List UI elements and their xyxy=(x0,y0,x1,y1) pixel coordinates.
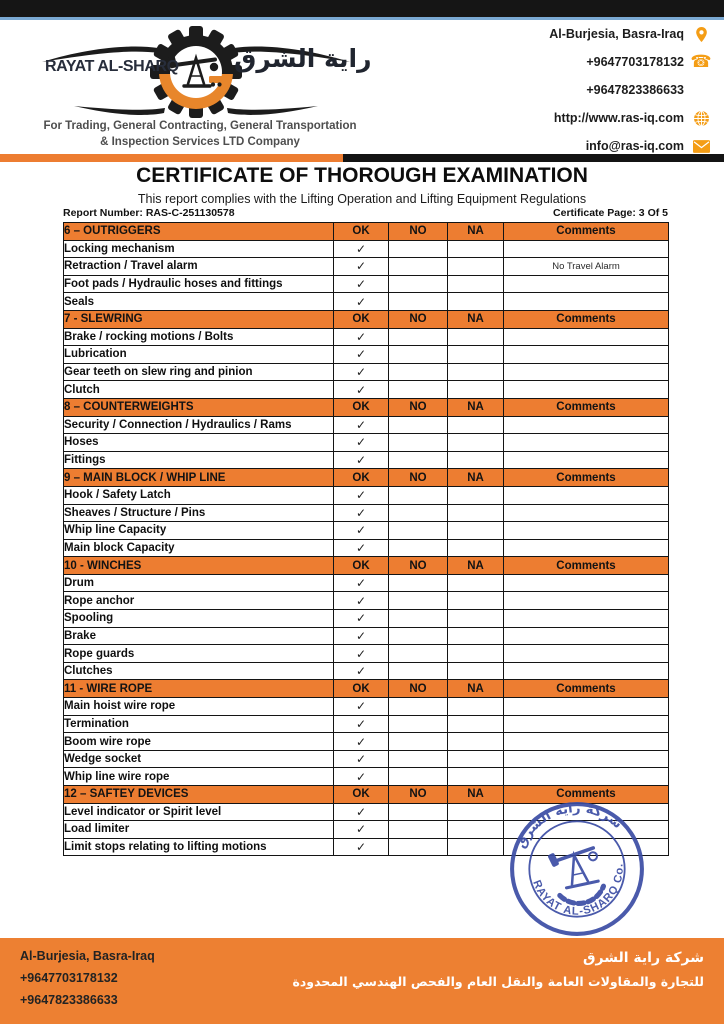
na-cell xyxy=(448,522,504,540)
comment-cell xyxy=(504,434,669,452)
comment-cell xyxy=(504,363,669,381)
comment-cell xyxy=(504,715,669,733)
comment-cell xyxy=(504,275,669,293)
checklist-row xyxy=(64,698,669,716)
footer-contact xyxy=(20,945,155,1011)
comment-cell xyxy=(504,381,669,399)
ok-cell check-icon: ✓ xyxy=(334,346,389,364)
checklist-row xyxy=(64,504,669,522)
column-header-comments: Comments xyxy=(504,223,669,241)
ok-cell check-icon: ✓ xyxy=(334,486,389,504)
item-label: Clutch xyxy=(64,381,334,399)
ok-cell check-icon: ✓ xyxy=(334,275,389,293)
company-name-english: RAYAT AL-SHARQ xyxy=(45,58,179,75)
section-title: 10 - WINCHES xyxy=(64,557,334,575)
no-cell xyxy=(389,838,448,856)
column-header-no: NO xyxy=(389,469,448,487)
website-text: http://www.ras-iq.com xyxy=(553,111,684,125)
ok-cell check-icon: ✓ xyxy=(334,733,389,751)
company-logo xyxy=(28,22,372,154)
comment-cell xyxy=(504,240,669,258)
comment-cell xyxy=(504,504,669,522)
comment-cell xyxy=(504,698,669,716)
comment-cell xyxy=(504,522,669,540)
na-cell xyxy=(448,504,504,522)
column-header-no: NO xyxy=(389,398,448,416)
company-stamp xyxy=(493,785,661,953)
item-label: Load limiter xyxy=(64,821,334,839)
no-cell xyxy=(389,733,448,751)
na-cell xyxy=(448,698,504,716)
na-cell xyxy=(448,416,504,434)
no-cell xyxy=(389,768,448,786)
footer-arabic-description: للتجارة والمقاولات العامة والنقل العام والفحص الهندسي المحدودة xyxy=(292,974,704,989)
column-header-comments: Comments xyxy=(504,310,669,328)
checklist-row xyxy=(64,539,669,557)
na-cell xyxy=(448,574,504,592)
item-label: Rope anchor xyxy=(64,592,334,610)
checklist-row xyxy=(64,451,669,469)
na-cell xyxy=(448,240,504,258)
no-cell xyxy=(389,574,448,592)
ok-cell check-icon: ✓ xyxy=(334,627,389,645)
item-label: Whip line wire rope xyxy=(64,768,334,786)
comment-cell xyxy=(504,750,669,768)
section-header-row xyxy=(64,310,669,328)
tagline-line1: For Trading, General Contracting, General Transportation xyxy=(43,120,357,132)
no-cell xyxy=(389,645,448,663)
column-header-no: NO xyxy=(389,557,448,575)
no-cell xyxy=(389,363,448,381)
na-cell xyxy=(448,275,504,293)
column-header-ok: OK xyxy=(334,310,389,328)
item-label: Main hoist wire rope xyxy=(64,698,334,716)
item-label: Main block Capacity xyxy=(64,539,334,557)
column-header-ok: OK xyxy=(334,469,389,487)
item-label: Retraction / Travel alarm xyxy=(64,258,334,276)
item-label: Foot pads / Hydraulic hoses and fittings xyxy=(64,275,334,293)
item-label: Rope guards xyxy=(64,645,334,663)
contact-phone-1 xyxy=(549,48,710,76)
divider-black-bar xyxy=(343,154,724,162)
checklist-row xyxy=(64,715,669,733)
column-header-ok: OK xyxy=(334,680,389,698)
comment-cell xyxy=(504,416,669,434)
ok-cell check-icon: ✓ xyxy=(334,768,389,786)
no-cell xyxy=(389,522,448,540)
footer-band xyxy=(0,938,724,1024)
certificate-page-number: Certificate Page: 3 Of 5 xyxy=(553,207,668,219)
item-label: Boom wire rope xyxy=(64,733,334,751)
stamp-english-text: RAYAT AL-SHARQ Co. xyxy=(530,862,626,918)
globe-icon xyxy=(692,109,710,127)
no-cell xyxy=(389,451,448,469)
checklist-row xyxy=(64,750,669,768)
checklist-row xyxy=(64,363,669,381)
column-header-comments: Comments xyxy=(504,398,669,416)
item-label: Brake / rocking motions / Bolts xyxy=(64,328,334,346)
tagline-line2: & Inspection Services LTD Company xyxy=(100,135,300,148)
page-subtitle: This report complies with the Lifting Operation and Lifting Equipment Regulations xyxy=(137,192,587,206)
section-title: 9 – MAIN BLOCK / WHIP LINE xyxy=(64,469,334,487)
item-label: Hook / Safety Latch xyxy=(64,486,334,504)
comment-cell: No Travel Alarm xyxy=(504,258,669,276)
ok-cell check-icon: ✓ xyxy=(334,610,389,628)
na-cell xyxy=(448,645,504,663)
no-cell xyxy=(389,293,448,311)
no-cell xyxy=(389,698,448,716)
no-cell xyxy=(389,662,448,680)
checklist-row xyxy=(64,275,669,293)
column-header-ok: OK xyxy=(334,557,389,575)
ok-cell check-icon: ✓ xyxy=(334,451,389,469)
comment-cell xyxy=(504,346,669,364)
checklist-row xyxy=(64,434,669,452)
company-name-arabic: راية الشرق xyxy=(234,44,372,73)
na-cell xyxy=(448,610,504,628)
checklist-row xyxy=(64,381,669,399)
checklist-row xyxy=(64,662,669,680)
ok-cell check-icon: ✓ xyxy=(334,381,389,399)
comment-cell xyxy=(504,293,669,311)
section-title: 8 – COUNTERWEIGHTS xyxy=(64,398,334,416)
item-label: Level indicator or Spirit level xyxy=(64,803,334,821)
section-header-row xyxy=(64,680,669,698)
item-label: Sheaves / Structure / Pins xyxy=(64,504,334,522)
na-cell xyxy=(448,258,504,276)
contact-website xyxy=(549,104,710,132)
column-header-ok: OK xyxy=(334,398,389,416)
item-label: Seals xyxy=(64,293,334,311)
na-cell xyxy=(448,662,504,680)
ok-cell check-icon: ✓ xyxy=(334,715,389,733)
na-cell xyxy=(448,451,504,469)
section-header-row xyxy=(64,469,669,487)
no-cell xyxy=(389,275,448,293)
section-title: 6 – OUTRIGGERS xyxy=(64,223,334,241)
section-header-row xyxy=(64,398,669,416)
checklist-table-body xyxy=(64,223,669,856)
checklist-row xyxy=(64,768,669,786)
ok-cell check-icon: ✓ xyxy=(334,645,389,663)
no-cell xyxy=(389,381,448,399)
item-label: Wedge socket xyxy=(64,750,334,768)
checklist-row xyxy=(64,627,669,645)
no-cell xyxy=(389,486,448,504)
checklist-row xyxy=(64,416,669,434)
item-label: Lubrication xyxy=(64,346,334,364)
checklist-row xyxy=(64,258,669,276)
section-header-row xyxy=(64,223,669,241)
checklist-table xyxy=(63,222,669,856)
no-cell xyxy=(389,434,448,452)
na-cell xyxy=(448,592,504,610)
na-cell xyxy=(448,346,504,364)
item-label: Gear teeth on slew ring and pinion xyxy=(64,363,334,381)
icon-spacer xyxy=(692,81,710,99)
item-label: Limit stops relating to lifting motions xyxy=(64,838,334,856)
item-label: Fittings xyxy=(64,451,334,469)
no-cell xyxy=(389,803,448,821)
no-cell xyxy=(389,821,448,839)
no-cell xyxy=(389,258,448,276)
item-label: Brake xyxy=(64,627,334,645)
na-cell xyxy=(448,293,504,311)
footer-phone-2: +9647823386633 xyxy=(20,993,118,1007)
na-cell xyxy=(448,539,504,557)
na-cell xyxy=(448,381,504,399)
column-header-na: NA xyxy=(448,398,504,416)
comment-cell xyxy=(504,486,669,504)
ok-cell check-icon: ✓ xyxy=(334,750,389,768)
ok-cell check-icon: ✓ xyxy=(334,803,389,821)
column-header-na: NA xyxy=(448,557,504,575)
item-label: Security / Connection / Hydraulics / Rams xyxy=(64,416,334,434)
no-cell xyxy=(389,240,448,258)
checklist-row xyxy=(64,522,669,540)
column-header-comments: Comments xyxy=(504,557,669,575)
contact-block xyxy=(549,20,710,160)
ok-cell check-icon: ✓ xyxy=(334,522,389,540)
column-header-na: NA xyxy=(448,223,504,241)
report-number: Report Number: RAS-C-251130578 xyxy=(63,207,235,219)
no-cell xyxy=(389,346,448,364)
na-cell xyxy=(448,768,504,786)
column-header-ok: OK xyxy=(334,786,389,804)
no-cell xyxy=(389,328,448,346)
ok-cell check-icon: ✓ xyxy=(334,240,389,258)
no-cell xyxy=(389,750,448,768)
column-header-no: NO xyxy=(389,310,448,328)
column-header-comments: Comments xyxy=(504,680,669,698)
ok-cell check-icon: ✓ xyxy=(334,592,389,610)
envelope-icon xyxy=(692,137,710,155)
ok-cell check-icon: ✓ xyxy=(334,539,389,557)
checklist-row xyxy=(64,240,669,258)
no-cell xyxy=(389,539,448,557)
phone-icon: ☎ xyxy=(690,52,712,72)
checklist-row xyxy=(64,733,669,751)
footer-address: Al-Burjesia, Basra-Iraq xyxy=(20,949,155,963)
no-cell xyxy=(389,504,448,522)
na-cell xyxy=(448,627,504,645)
comment-cell xyxy=(504,645,669,663)
na-cell xyxy=(448,733,504,751)
section-title: 7 - SLEWRING xyxy=(64,310,334,328)
column-header-na: NA xyxy=(448,469,504,487)
comment-cell xyxy=(504,610,669,628)
no-cell xyxy=(389,715,448,733)
item-label: Clutches xyxy=(64,662,334,680)
checklist-row xyxy=(64,574,669,592)
comment-cell xyxy=(504,574,669,592)
item-label: Hoses xyxy=(64,434,334,452)
item-label: Locking mechanism xyxy=(64,240,334,258)
column-header-comments: Comments xyxy=(504,469,669,487)
column-header-na: NA xyxy=(448,680,504,698)
checklist-row xyxy=(64,293,669,311)
column-header-na: NA xyxy=(448,310,504,328)
column-header-ok: OK xyxy=(334,223,389,241)
na-cell xyxy=(448,838,504,856)
ok-cell check-icon: ✓ xyxy=(334,416,389,434)
ok-cell check-icon: ✓ xyxy=(334,821,389,839)
location-pin-icon xyxy=(692,25,710,43)
checklist-row xyxy=(64,346,669,364)
top-black-bar xyxy=(0,0,724,20)
no-cell xyxy=(389,592,448,610)
checklist-row xyxy=(64,328,669,346)
section-header-row xyxy=(64,557,669,575)
checklist-row xyxy=(64,592,669,610)
footer-phone-1: +9647703178132 xyxy=(20,971,118,985)
item-label: Termination xyxy=(64,715,334,733)
stamp-arabic-text: شركة راية الشرق xyxy=(513,801,625,851)
na-cell xyxy=(448,363,504,381)
column-header-no: NO xyxy=(389,680,448,698)
contact-address xyxy=(549,20,710,48)
ok-cell check-icon: ✓ xyxy=(334,662,389,680)
section-title: 12 – SAFTEY DEVICES xyxy=(64,786,334,804)
contact-phone-2 xyxy=(549,76,710,104)
checklist-row xyxy=(64,610,669,628)
comment-cell xyxy=(504,451,669,469)
comment-cell xyxy=(504,768,669,786)
ok-cell check-icon: ✓ xyxy=(334,293,389,311)
comment-cell xyxy=(504,662,669,680)
ok-cell check-icon: ✓ xyxy=(334,698,389,716)
ok-cell check-icon: ✓ xyxy=(334,434,389,452)
checklist-row xyxy=(64,486,669,504)
comment-cell xyxy=(504,328,669,346)
email-text: info@ras-iq.com xyxy=(585,139,684,153)
ok-cell check-icon: ✓ xyxy=(334,574,389,592)
na-cell xyxy=(448,750,504,768)
na-cell xyxy=(448,486,504,504)
na-cell xyxy=(448,434,504,452)
ok-cell check-icon: ✓ xyxy=(334,258,389,276)
item-label: Drum xyxy=(64,574,334,592)
ok-cell check-icon: ✓ xyxy=(334,363,389,381)
column-header-na: NA xyxy=(448,786,504,804)
comment-cell xyxy=(504,733,669,751)
column-header-no: NO xyxy=(389,786,448,804)
no-cell xyxy=(389,627,448,645)
stamp-pumpjack-icon xyxy=(547,844,606,908)
phone1-text: +9647703178132 xyxy=(586,55,684,69)
no-cell xyxy=(389,610,448,628)
checklist-row xyxy=(64,645,669,663)
footer-company-arabic xyxy=(293,946,705,993)
phone2-text: +9647823386633 xyxy=(586,83,684,97)
report-meta-line xyxy=(63,207,668,219)
section-title: 11 - WIRE ROPE xyxy=(64,680,334,698)
ok-cell check-icon: ✓ xyxy=(334,328,389,346)
item-label: Whip line Capacity xyxy=(64,522,334,540)
company-tagline xyxy=(8,119,392,150)
page-title: CERTIFICATE OF THOROUGH EXAMINATION xyxy=(136,164,588,187)
comment-cell xyxy=(504,627,669,645)
column-header-comments: Comments xyxy=(504,786,669,804)
divider-orange-bar xyxy=(0,154,343,162)
address-text: Al-Burjesia, Basra-Iraq xyxy=(549,27,684,41)
comment-cell xyxy=(504,592,669,610)
comment-cell xyxy=(504,539,669,557)
ok-cell check-icon: ✓ xyxy=(334,504,389,522)
no-cell xyxy=(389,416,448,434)
column-header-no: NO xyxy=(389,223,448,241)
item-label: Spooling xyxy=(64,610,334,628)
footer-arabic-name: شركة راية الشرق xyxy=(583,950,704,966)
ok-cell check-icon: ✓ xyxy=(334,838,389,856)
na-cell xyxy=(448,715,504,733)
na-cell xyxy=(448,328,504,346)
